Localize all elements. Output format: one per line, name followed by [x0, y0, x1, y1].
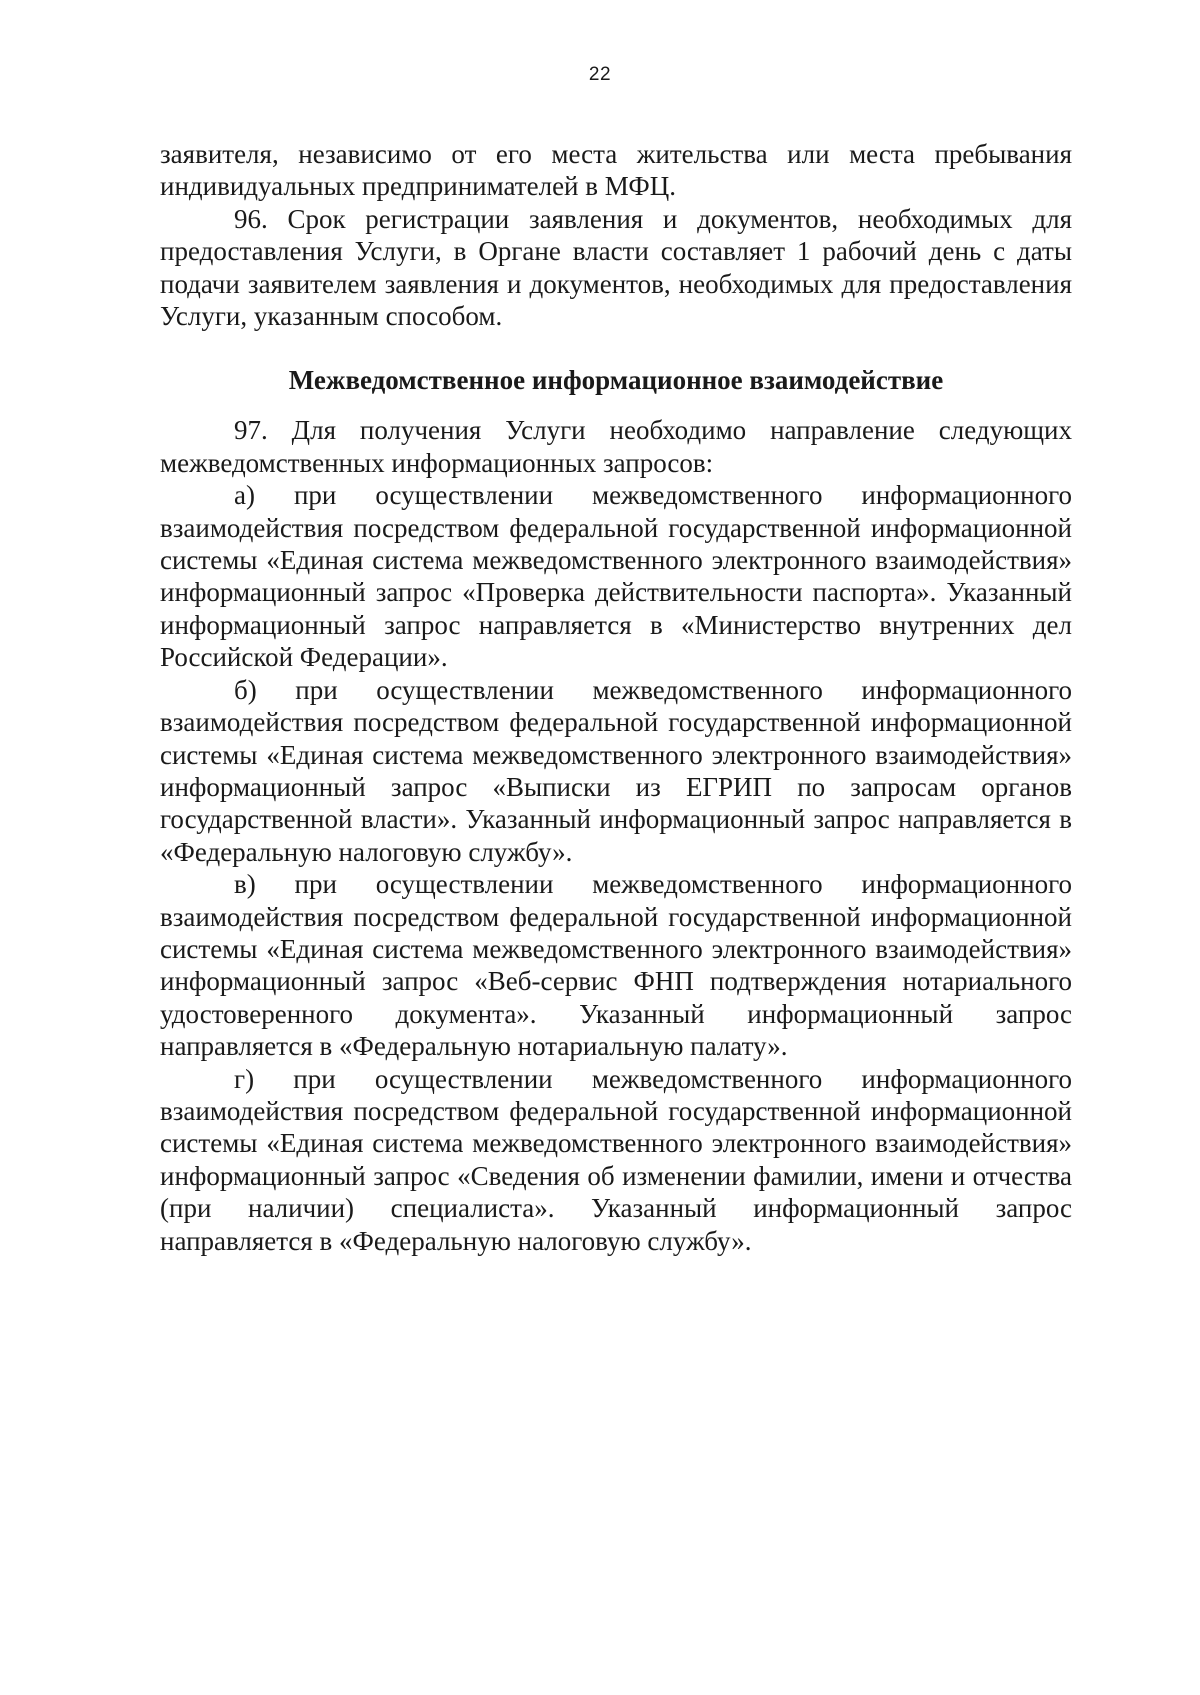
paragraph-97: 97. Для получения Услуги необходимо направление следующих межведомственных информационных запросов: [160, 415, 1072, 478]
paragraph-97-v: в) при осуществлении межведомственного информационного взаимодействия посредством федеральной государственной информационной системы «Единая система межведомственного электронного взаимодействия» информационный запрос «Веб-сервис ФНП подтверждения нотариального удостоверенного документа». Указанный информационный запрос направляется в «Федеральную нотариальную палату». [160, 869, 1072, 1062]
paragraph-continuation: заявителя, независимо от его места жительства или места пребывания индивидуальных предпринимателей в МФЦ. [160, 139, 1072, 202]
paragraph-97-b: б) при осуществлении межведомственного информационного взаимодействия посредством федеральной государственной информационной системы «Единая система межведомственного электронного взаимодействия» информационный запрос «Выписки из ЕГРИП по запросам органов государственной власти». Указанный информационный запрос направляется в «Федеральную налоговую службу». [160, 674, 1072, 867]
paragraph-96: 96. Срок регистрации заявления и документов, необходимых для предоставления Услуги, в Органе власти составляет 1 рабочий день с даты подачи заявителем заявления и документов, необходимых для предоставления Услуги, указанным способом. [160, 203, 1072, 332]
page-number: 22 [588, 64, 612, 85]
paragraph-97-a: а) при осуществлении межведомственного информационного взаимодействия посредством федеральной государственной информационной системы «Единая система межведомственного электронного взаимодействия» информационный запрос «Проверка действительности паспорта». Указанный информационный запрос направляется в «Министерство внутренних дел Российской Федерации». [160, 480, 1072, 673]
document-body [160, 138, 1072, 1257]
paragraph-97-g: г) при осуществлении межведомственного информационного взаимодействия посредством федеральной государственной информационной системы «Единая система межведомственного электронного взаимодействия» информационный запрос «Сведения об изменении фамилии, имени и отчества (при наличии) специалиста». Указанный информационный запрос направляется в «Федеральную налоговую службу». [160, 1063, 1072, 1256]
section-heading: Межведомственное информационное взаимодействие [288, 365, 944, 396]
